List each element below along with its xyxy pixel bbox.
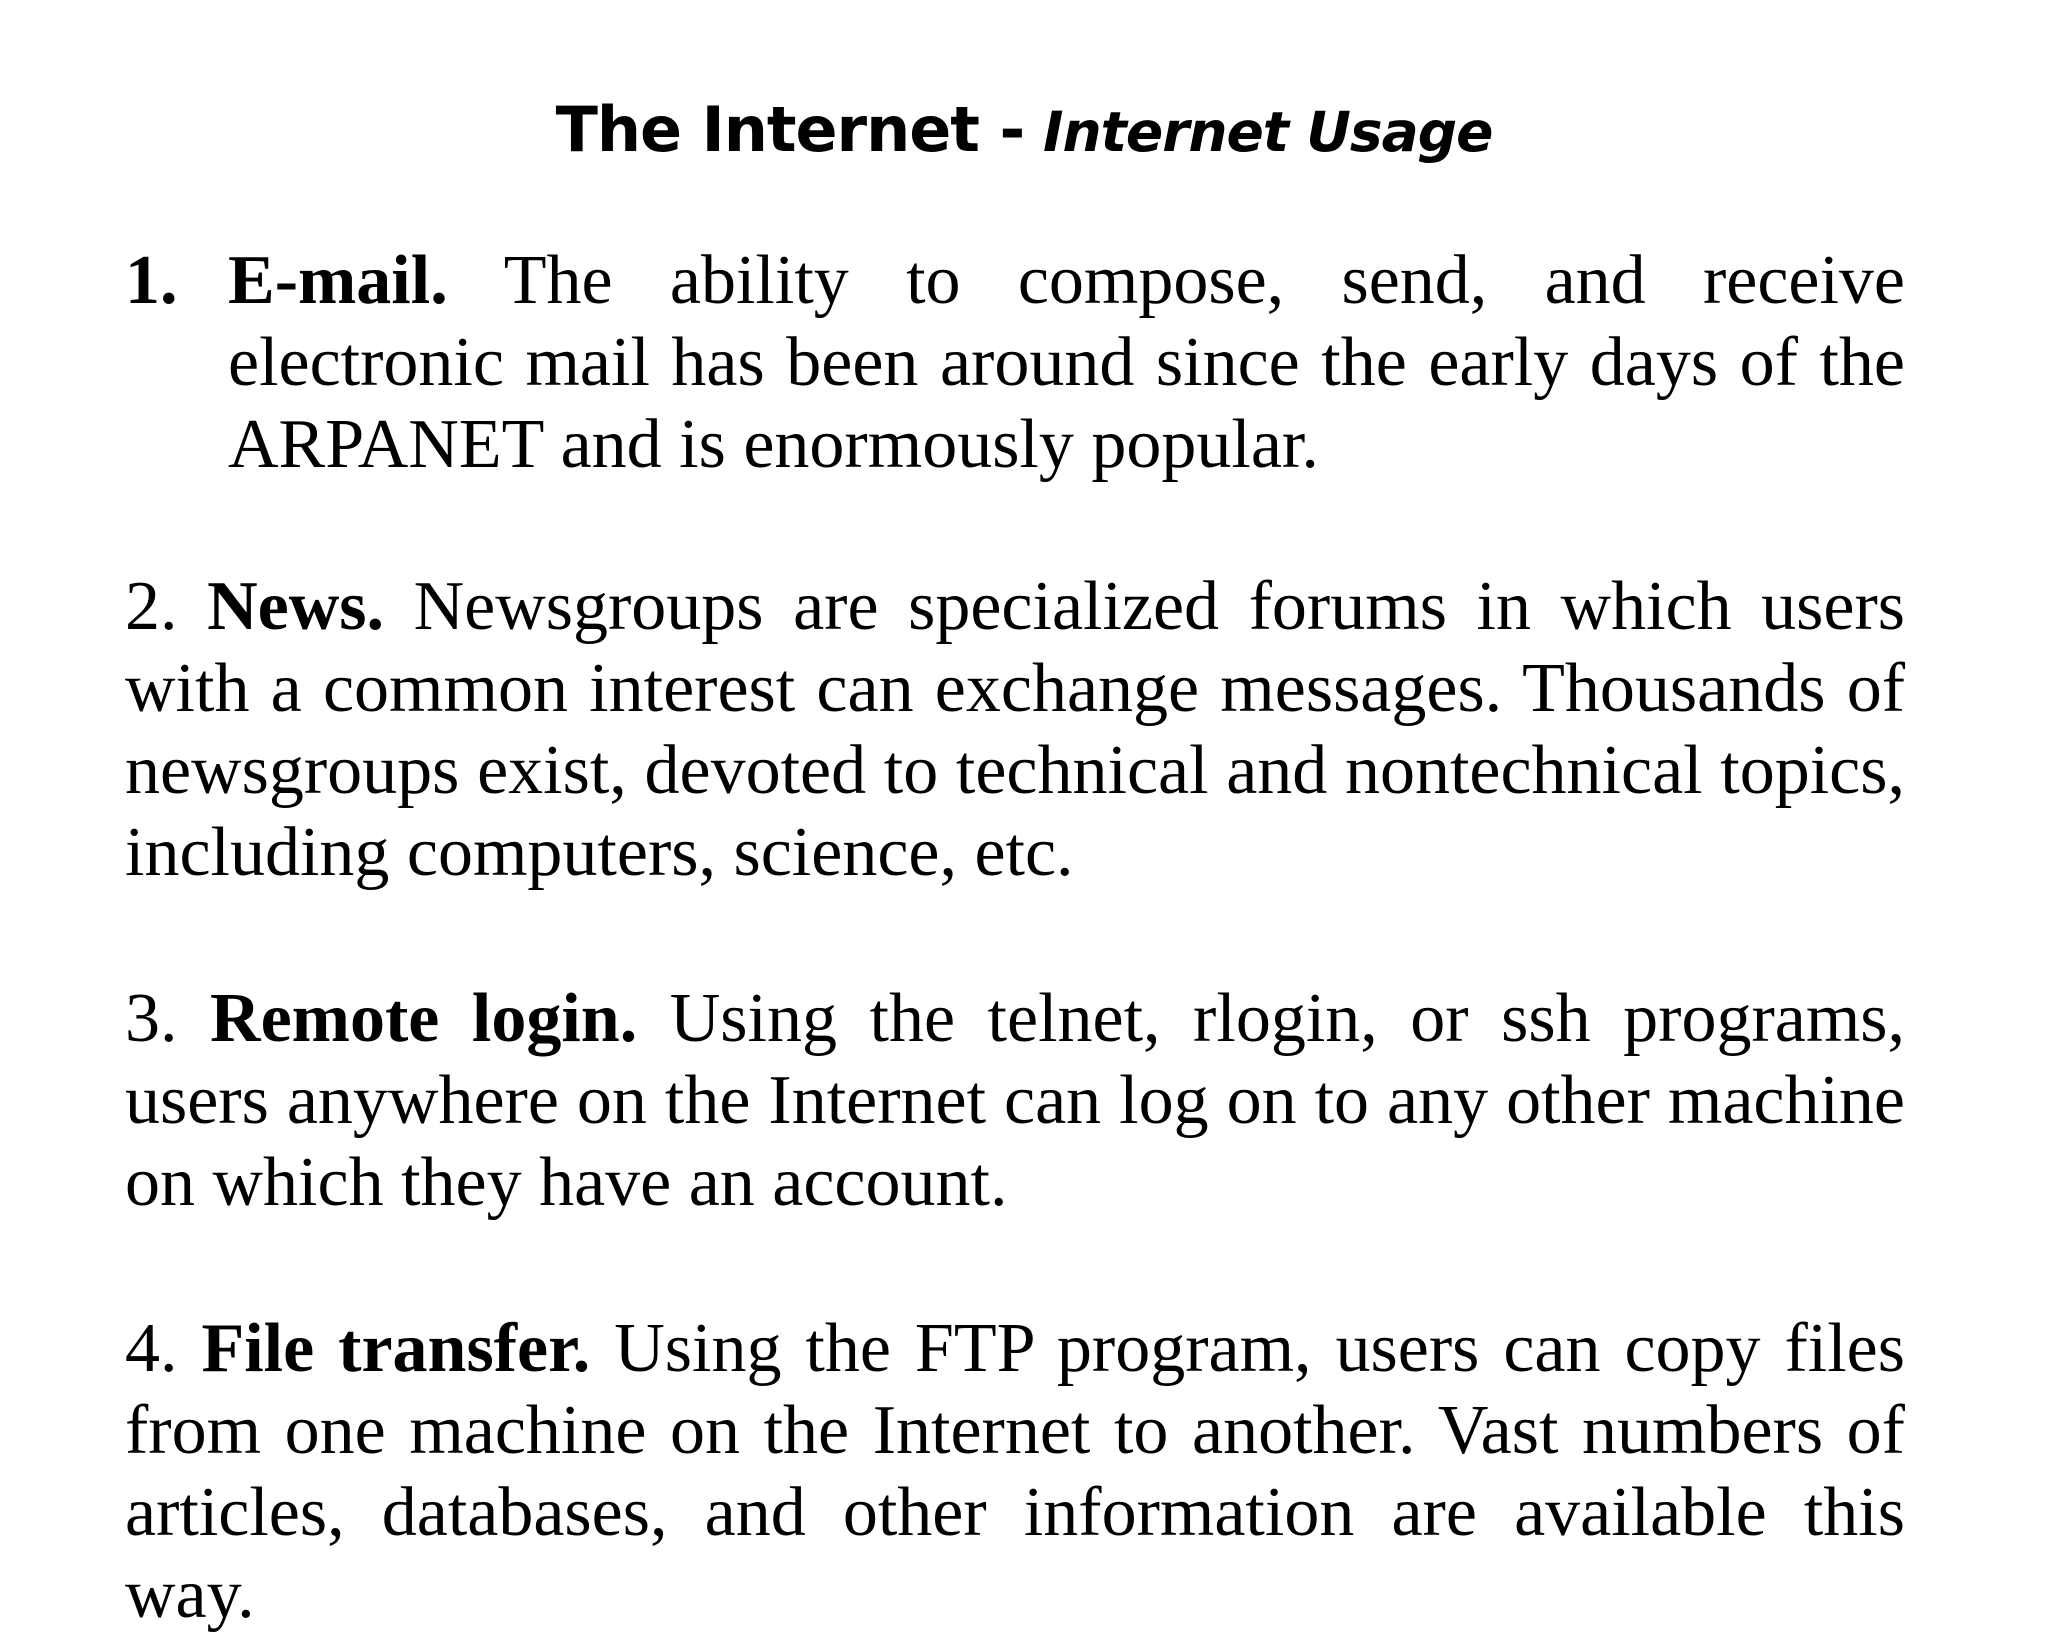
item-number: 4. <box>125 1310 178 1387</box>
item-term: E-mail. <box>228 242 448 319</box>
item-term: Remote login. <box>210 980 638 1057</box>
slide-title <box>0 92 2048 170</box>
item-term: News. <box>207 568 384 645</box>
item-content <box>228 240 1905 486</box>
item-number: 3. <box>125 980 178 1057</box>
item-number: 1. <box>125 242 178 319</box>
item-term: File transfer. <box>201 1310 591 1387</box>
title-subtitle: Internet Usage <box>1042 100 1493 164</box>
item-text: The ability to compose, send, and receive electronic mail has been around since the early days of the ARPANET and is enormously popular. <box>228 242 1905 483</box>
item-text: Using the telnet, rlogin, or ssh programs, users anywhere on the Internet can log on to any other machine on which they have an account. <box>125 980 1906 1221</box>
list-item-news <box>125 566 1905 894</box>
list-item-email <box>125 240 1905 486</box>
list-item-file-transfer <box>125 1308 1905 1636</box>
list-item-remote-login <box>125 978 1905 1224</box>
item-text: Newsgroups are specialized forums in which users with a common interest can exchange messages. Thousands of newsgroups exist, devoted to technical and nontechnical topics, including computers, science, etc. <box>125 568 1906 891</box>
title-main: The Internet - <box>555 93 1025 166</box>
item-text: Using the FTP program, users can copy files from one machine on the Internet to another. Vast numbers of articles, databases, and other information are available this way. <box>125 1310 1905 1633</box>
item-number: 2. <box>125 568 178 645</box>
